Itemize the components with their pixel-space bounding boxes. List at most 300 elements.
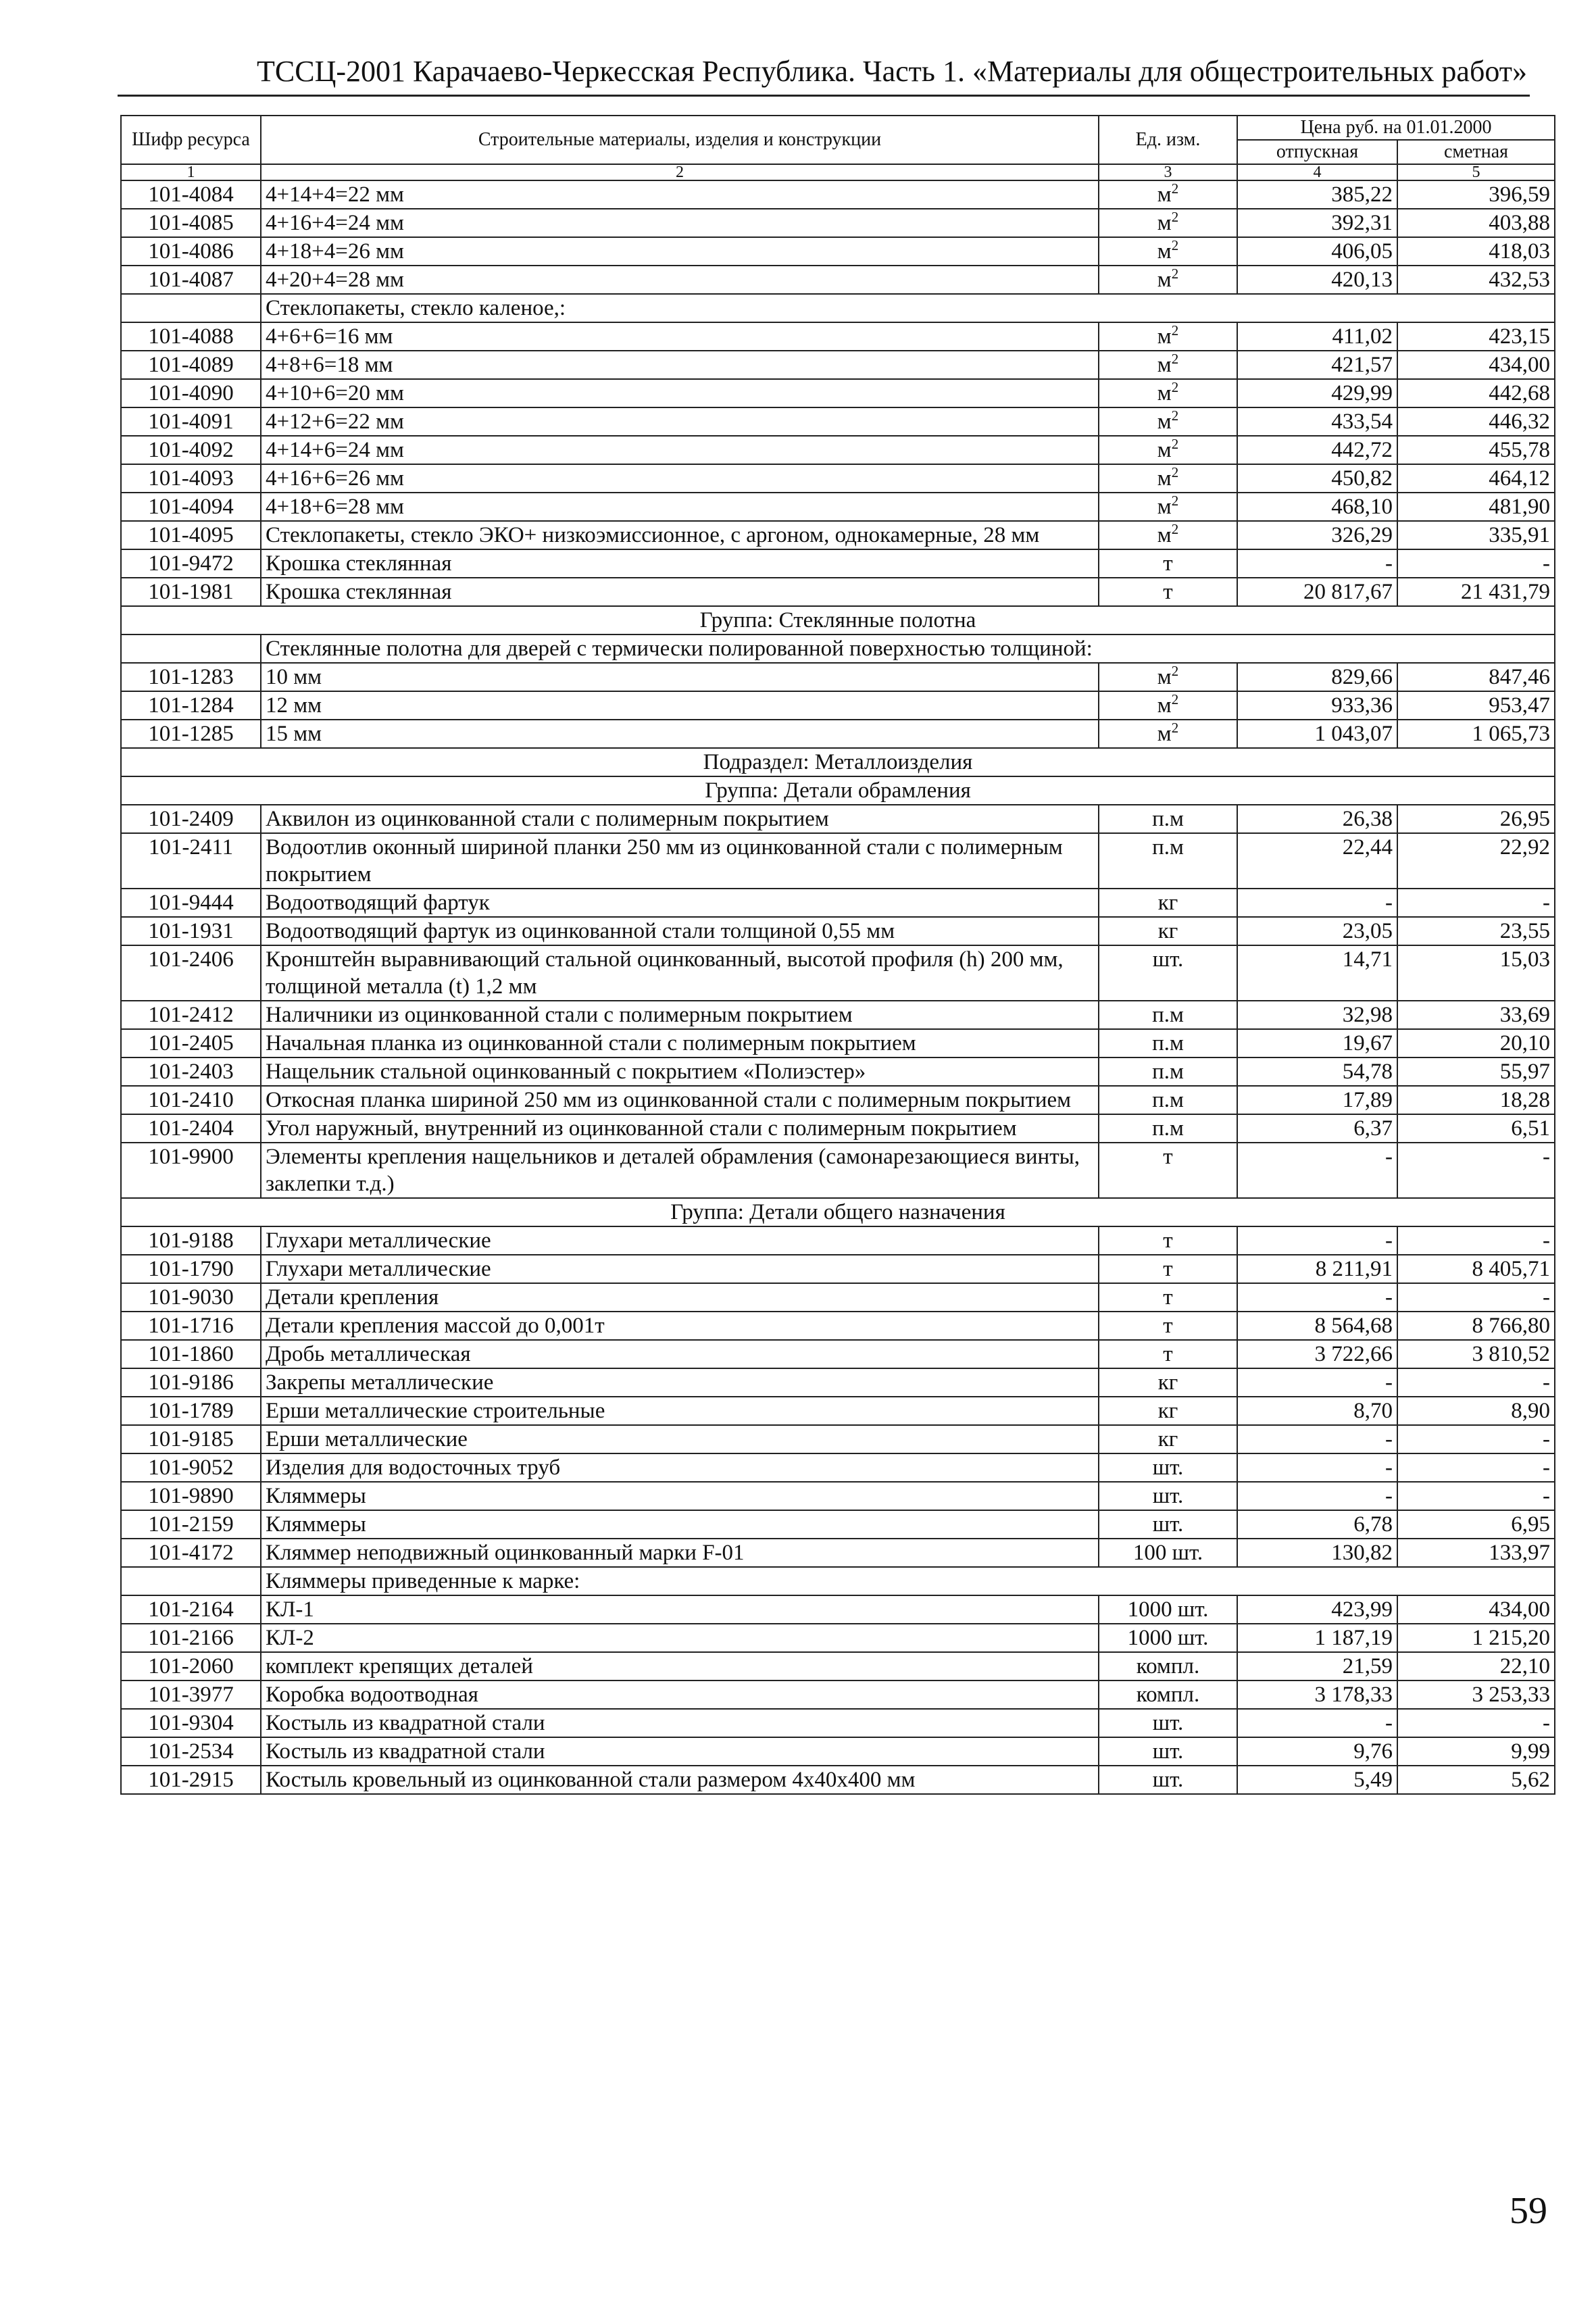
material-name: Дробь металлическая <box>261 1340 1099 1368</box>
resource-code: 101-9185 <box>121 1425 261 1453</box>
resource-code: 101-9900 <box>121 1143 261 1198</box>
material-name: Начальная планка из оцинкованной стали с полимерным покрытием <box>261 1029 1099 1057</box>
unit-text: кг <box>1157 1399 1178 1423</box>
group-heading: Группа: Детали общего назначения <box>121 1198 1555 1226</box>
unit-text: 100 шт. <box>1132 1541 1203 1565</box>
unit-text: м <box>1157 438 1172 462</box>
resource-code: 101-2060 <box>121 1652 261 1681</box>
unit-cell <box>1099 1057 1237 1086</box>
resource-code: 101-2534 <box>121 1737 261 1766</box>
table-row <box>121 379 1555 407</box>
col-code-header: Шифр ресурса <box>121 116 261 164</box>
material-name: комплект крепящих деталей <box>261 1652 1099 1681</box>
col-number: 5 <box>1397 164 1555 180</box>
wholesale-price: - <box>1237 1709 1397 1737</box>
material-name: Откосная планка шириной 250 мм из оцинкованной стали с полимерным покрытием <box>261 1086 1099 1114</box>
unit-text: м <box>1157 182 1172 207</box>
unit-text: м <box>1157 324 1172 349</box>
unit-text: 1000 шт. <box>1127 1597 1209 1622</box>
unit-exponent: 2 <box>1171 266 1179 282</box>
estimate-price: 1 065,73 <box>1397 720 1555 748</box>
col-number: 3 <box>1099 164 1237 180</box>
wholesale-price: 442,72 <box>1237 436 1397 464</box>
estimate-price: 8,90 <box>1397 1397 1555 1425</box>
wholesale-price: - <box>1237 1226 1397 1255</box>
estimate-price: 15,03 <box>1397 945 1555 1001</box>
col-number: 1 <box>121 164 261 180</box>
wholesale-price: 32,98 <box>1237 1001 1397 1029</box>
material-name: 15 мм <box>261 720 1099 748</box>
unit-cell <box>1099 578 1237 606</box>
resource-code: 101-2411 <box>121 833 261 889</box>
table-row <box>121 1595 1555 1624</box>
resource-code: 101-2166 <box>121 1624 261 1652</box>
unit-text: компл. <box>1136 1654 1200 1678</box>
material-name: Угол наружный, внутренний из оцинкованной стали с полимерным покрытием <box>261 1114 1099 1143</box>
unit-text: кг <box>1157 1427 1178 1451</box>
unit-text: т <box>1163 1228 1173 1253</box>
unit-text: кг <box>1157 891 1178 915</box>
material-name: Кронштейн выравнивающий стальной оцинкованный, высотой профиля (h) 200 мм, толщиной металла (t) 1,2 мм <box>261 945 1099 1001</box>
material-name: Глухари металлические <box>261 1255 1099 1283</box>
wholesale-price: 420,13 <box>1237 266 1397 294</box>
unit-text: м <box>1157 722 1172 746</box>
estimate-price: 22,10 <box>1397 1652 1555 1681</box>
unit-cell <box>1099 805 1237 833</box>
material-name: Ерши металлические <box>261 1425 1099 1453</box>
estimate-price: - <box>1397 1226 1555 1255</box>
resource-code: 101-3977 <box>121 1681 261 1709</box>
table-row <box>121 578 1555 606</box>
table-row <box>121 889 1555 917</box>
table-row <box>121 1114 1555 1143</box>
resource-code: 101-4086 <box>121 237 261 266</box>
material-name: Водоотлив оконный шириной планки 250 мм из оцинкованной стали с полимерным покрытием <box>261 833 1099 889</box>
estimate-price: 446,32 <box>1397 407 1555 436</box>
unit-cell <box>1099 1681 1237 1709</box>
unit-cell <box>1099 322 1237 351</box>
unit-cell <box>1099 549 1237 578</box>
unit-exponent: 2 <box>1171 663 1179 679</box>
unit-text: м <box>1157 353 1172 377</box>
table-row <box>121 464 1555 493</box>
wholesale-price: 23,05 <box>1237 917 1397 945</box>
resource-code: 101-9472 <box>121 549 261 578</box>
wholesale-price: - <box>1237 1425 1397 1453</box>
estimate-price: 8 766,80 <box>1397 1312 1555 1340</box>
empty-cell <box>121 294 261 322</box>
wholesale-price: 326,29 <box>1237 521 1397 549</box>
unit-exponent: 2 <box>1171 180 1179 197</box>
resource-code: 101-4091 <box>121 407 261 436</box>
estimate-price: - <box>1397 1482 1555 1510</box>
estimate-price: 434,00 <box>1397 1595 1555 1624</box>
table-row <box>121 1737 1555 1766</box>
unit-cell <box>1099 833 1237 889</box>
table-row <box>121 1226 1555 1255</box>
wholesale-price: - <box>1237 1482 1397 1510</box>
resource-code: 101-2406 <box>121 945 261 1001</box>
estimate-price: 20,10 <box>1397 1029 1555 1057</box>
table-row <box>121 436 1555 464</box>
table-row <box>121 1709 1555 1737</box>
estimate-price: 3 253,33 <box>1397 1681 1555 1709</box>
wholesale-price: - <box>1237 1283 1397 1312</box>
resource-code: 101-2159 <box>121 1510 261 1539</box>
unit-text: т <box>1163 551 1173 576</box>
table-row <box>121 1453 1555 1482</box>
estimate-price: 335,91 <box>1397 521 1555 549</box>
table-row <box>121 1652 1555 1681</box>
unit-cell <box>1099 1397 1237 1425</box>
unit-text: м <box>1157 409 1172 434</box>
resource-code: 101-4088 <box>121 322 261 351</box>
resource-code: 101-4092 <box>121 436 261 464</box>
unit-text: п.м <box>1152 1003 1184 1027</box>
unit-cell <box>1099 407 1237 436</box>
wholesale-price: 20 817,67 <box>1237 578 1397 606</box>
material-name: Кляммер неподвижный оцинкованный марки F-01 <box>261 1539 1099 1567</box>
unit-text: т <box>1163 1257 1173 1281</box>
resource-code: 101-9188 <box>121 1226 261 1255</box>
unit-exponent: 2 <box>1171 691 1179 707</box>
wholesale-price: 6,78 <box>1237 1510 1397 1539</box>
unit-text: т <box>1163 1285 1173 1310</box>
resource-code: 101-1931 <box>121 917 261 945</box>
unit-text: м <box>1157 523 1172 547</box>
unit-cell <box>1099 1709 1237 1737</box>
material-name: 12 мм <box>261 691 1099 720</box>
wholesale-price: 829,66 <box>1237 663 1397 691</box>
material-name: Коробка водоотводная <box>261 1681 1099 1709</box>
estimate-price: 464,12 <box>1397 464 1555 493</box>
wholesale-price: 9,76 <box>1237 1737 1397 1766</box>
material-name: 4+18+6=28 мм <box>261 493 1099 521</box>
table-row <box>121 1397 1555 1425</box>
wholesale-price: - <box>1237 1143 1397 1198</box>
table-row <box>121 209 1555 237</box>
table-row <box>121 1510 1555 1539</box>
unit-exponent: 2 <box>1171 209 1179 225</box>
unit-cell <box>1099 1510 1237 1539</box>
wholesale-price: - <box>1237 1368 1397 1397</box>
col-number: 2 <box>261 164 1099 180</box>
wholesale-price: 8 211,91 <box>1237 1255 1397 1283</box>
table-row <box>121 917 1555 945</box>
unit-cell <box>1099 1624 1237 1652</box>
resource-code: 101-1789 <box>121 1397 261 1425</box>
estimate-price: 403,88 <box>1397 209 1555 237</box>
estimate-price: 434,00 <box>1397 351 1555 379</box>
table-row <box>121 1086 1555 1114</box>
estimate-price: - <box>1397 1425 1555 1453</box>
header-rule <box>118 95 1530 97</box>
material-name: Детали крепления массой до 0,001т <box>261 1312 1099 1340</box>
unit-cell <box>1099 1086 1237 1114</box>
caption-text: Стеклянные полотна для дверей с термически полированной поверхностью толщиной: <box>261 634 1555 663</box>
table-row <box>121 1255 1555 1283</box>
resource-code: 101-4084 <box>121 180 261 209</box>
resource-code: 101-1860 <box>121 1340 261 1368</box>
unit-cell <box>1099 1652 1237 1681</box>
estimate-price: 18,28 <box>1397 1086 1555 1114</box>
resource-code: 101-2915 <box>121 1766 261 1794</box>
estimate-price: - <box>1397 549 1555 578</box>
col-unit-header: Ед. изм. <box>1099 116 1237 164</box>
empty-cell <box>121 1567 261 1595</box>
unit-text: м <box>1157 239 1172 264</box>
estimate-price: 953,47 <box>1397 691 1555 720</box>
material-name: Изделия для водосточных труб <box>261 1453 1099 1482</box>
resource-code: 101-1790 <box>121 1255 261 1283</box>
unit-cell <box>1099 379 1237 407</box>
material-name: Стеклопакеты, стекло ЭКО+ низкоэмиссионное, с аргоном, однокамерные, 28 мм <box>261 521 1099 549</box>
material-name: Водоотводящий фартук из оцинкованной стали толщиной 0,55 мм <box>261 917 1099 945</box>
table-row <box>121 945 1555 1001</box>
table-row <box>121 521 1555 549</box>
estimate-price: 133,97 <box>1397 1539 1555 1567</box>
wholesale-price: 3 178,33 <box>1237 1681 1397 1709</box>
material-name: Аквилон из оцинкованной стали с полимерным покрытием <box>261 805 1099 833</box>
material-name: Кляммеры <box>261 1482 1099 1510</box>
table-row <box>121 180 1555 209</box>
table-row <box>121 663 1555 691</box>
material-name: Костыль из квадратной стали <box>261 1709 1099 1737</box>
unit-text: шт. <box>1152 1711 1184 1735</box>
table-row <box>121 805 1555 833</box>
estimate-price: 423,15 <box>1397 322 1555 351</box>
unit-text: м <box>1157 693 1172 718</box>
unit-cell <box>1099 1482 1237 1510</box>
material-name: КЛ-1 <box>261 1595 1099 1624</box>
resource-code: 101-9030 <box>121 1283 261 1312</box>
material-name: Костыль из квадратной стали <box>261 1737 1099 1766</box>
table-row <box>121 1143 1555 1198</box>
unit-exponent: 2 <box>1171 436 1179 452</box>
resource-code: 101-1284 <box>121 691 261 720</box>
table-row <box>121 1539 1555 1567</box>
unit-exponent: 2 <box>1171 407 1179 424</box>
material-name: КЛ-2 <box>261 1624 1099 1652</box>
unit-cell <box>1099 209 1237 237</box>
resource-code: 101-2412 <box>121 1001 261 1029</box>
resource-code: 101-9890 <box>121 1482 261 1510</box>
estimate-price: 55,97 <box>1397 1057 1555 1086</box>
unit-text: п.м <box>1152 835 1184 860</box>
material-name: Кляммеры <box>261 1510 1099 1539</box>
col-price-header: Цена руб. на 01.01.2000 <box>1237 116 1555 140</box>
section-heading-row <box>121 748 1555 776</box>
unit-text: т <box>1163 580 1173 604</box>
material-name: 4+14+6=24 мм <box>261 436 1099 464</box>
estimate-price: - <box>1397 1453 1555 1482</box>
col-name-header: Строительные материалы, изделия и конструкции <box>261 116 1099 164</box>
col-wholesale-header: отпускная <box>1237 140 1397 164</box>
unit-cell <box>1099 720 1237 748</box>
unit-text: м <box>1157 495 1172 519</box>
group-heading-row <box>121 606 1555 634</box>
table-row <box>121 1283 1555 1312</box>
material-name: Элементы крепления нащельников и деталей обрамления (самонарезающиеся винты, заклепки т.д.) <box>261 1143 1099 1198</box>
wholesale-price: 423,99 <box>1237 1595 1397 1624</box>
unit-exponent: 2 <box>1171 464 1179 480</box>
wholesale-price: - <box>1237 889 1397 917</box>
unit-text: шт. <box>1152 1512 1184 1537</box>
estimate-price: 6,51 <box>1397 1114 1555 1143</box>
unit-cell <box>1099 1425 1237 1453</box>
unit-cell <box>1099 691 1237 720</box>
unit-cell <box>1099 917 1237 945</box>
estimate-price: 418,03 <box>1397 237 1555 266</box>
unit-cell <box>1099 1114 1237 1143</box>
estimate-price: - <box>1397 1368 1555 1397</box>
estimate-price: 22,92 <box>1397 833 1555 889</box>
material-name: 4+8+6=18 мм <box>261 351 1099 379</box>
unit-text: м <box>1157 211 1172 235</box>
material-name: 4+10+6=20 мм <box>261 379 1099 407</box>
wholesale-price: 130,82 <box>1237 1539 1397 1567</box>
table-row <box>121 1001 1555 1029</box>
section-heading: Подраздел: Металлоизделия <box>121 748 1555 776</box>
unit-text: т <box>1163 1314 1173 1338</box>
caption-text: Кляммеры приведенные к марке: <box>261 1567 1555 1595</box>
wholesale-price: 450,82 <box>1237 464 1397 493</box>
resource-code: 101-9052 <box>121 1453 261 1482</box>
resource-code: 101-4172 <box>121 1539 261 1567</box>
estimate-price: - <box>1397 1709 1555 1737</box>
resource-code: 101-2403 <box>121 1057 261 1086</box>
unit-cell <box>1099 1001 1237 1029</box>
unit-cell <box>1099 237 1237 266</box>
empty-cell <box>121 634 261 663</box>
resource-code: 101-9304 <box>121 1709 261 1737</box>
unit-cell <box>1099 180 1237 209</box>
col-estimate-header: сметная <box>1397 140 1555 164</box>
unit-exponent: 2 <box>1171 521 1179 537</box>
estimate-price: 6,95 <box>1397 1510 1555 1539</box>
estimate-price: 847,46 <box>1397 663 1555 691</box>
group-heading-row <box>121 1198 1555 1226</box>
wholesale-price: 421,57 <box>1237 351 1397 379</box>
table-row <box>121 549 1555 578</box>
wholesale-price: 429,99 <box>1237 379 1397 407</box>
wholesale-price: 17,89 <box>1237 1086 1397 1114</box>
estimate-price: - <box>1397 889 1555 917</box>
material-name: 4+12+6=22 мм <box>261 407 1099 436</box>
table-row <box>121 1425 1555 1453</box>
unit-text: м <box>1157 665 1172 689</box>
wholesale-price: 392,31 <box>1237 209 1397 237</box>
unit-cell <box>1099 1226 1237 1255</box>
wholesale-price: 5,49 <box>1237 1766 1397 1794</box>
table-row <box>121 493 1555 521</box>
resource-code: 101-4085 <box>121 209 261 237</box>
unit-cell <box>1099 436 1237 464</box>
unit-cell <box>1099 1595 1237 1624</box>
material-name: Глухари металлические <box>261 1226 1099 1255</box>
wholesale-price: 406,05 <box>1237 237 1397 266</box>
estimate-price: 442,68 <box>1397 379 1555 407</box>
material-name: 4+18+4=26 мм <box>261 237 1099 266</box>
unit-cell <box>1099 1255 1237 1283</box>
table-row <box>121 1057 1555 1086</box>
table-row <box>121 237 1555 266</box>
unit-text: шт. <box>1152 1455 1184 1480</box>
resource-code: 101-2409 <box>121 805 261 833</box>
unit-text: шт. <box>1152 947 1184 972</box>
material-name: Костыль кровельный из оцинкованной стали размером 4х40х400 мм <box>261 1766 1099 1794</box>
estimate-price: - <box>1397 1283 1555 1312</box>
material-name: Ерши металлические строительные <box>261 1397 1099 1425</box>
unit-cell <box>1099 1312 1237 1340</box>
unit-text: шт. <box>1152 1739 1184 1764</box>
unit-text: 1000 шт. <box>1127 1626 1209 1650</box>
wholesale-price: 22,44 <box>1237 833 1397 889</box>
page-number: 59 <box>1510 2190 1547 2232</box>
wholesale-price: 8 564,68 <box>1237 1312 1397 1340</box>
material-name: Наличники из оцинкованной стали с полимерным покрытием <box>261 1001 1099 1029</box>
resource-code: 101-9186 <box>121 1368 261 1397</box>
resource-code: 101-4094 <box>121 493 261 521</box>
resource-code: 101-1981 <box>121 578 261 606</box>
table-row <box>121 833 1555 889</box>
resource-code: 101-2164 <box>121 1595 261 1624</box>
estimate-price: 3 810,52 <box>1397 1340 1555 1368</box>
material-name: 4+16+4=24 мм <box>261 209 1099 237</box>
resource-code: 101-1716 <box>121 1312 261 1340</box>
wholesale-price: - <box>1237 549 1397 578</box>
wholesale-price: 1 043,07 <box>1237 720 1397 748</box>
estimate-price: 432,53 <box>1397 266 1555 294</box>
unit-cell <box>1099 663 1237 691</box>
unit-text: п.м <box>1152 1060 1184 1084</box>
unit-text: т <box>1163 1342 1173 1366</box>
table-row <box>121 1766 1555 1794</box>
estimate-price: 26,95 <box>1397 805 1555 833</box>
table-row <box>121 1340 1555 1368</box>
estimate-price: 21 431,79 <box>1397 578 1555 606</box>
unit-text: п.м <box>1152 807 1184 831</box>
unit-text: м <box>1157 268 1172 292</box>
caption-row <box>121 634 1555 663</box>
unit-text: шт. <box>1152 1484 1184 1508</box>
unit-text: компл. <box>1136 1683 1200 1707</box>
unit-text: кг <box>1157 919 1178 943</box>
resource-code: 101-4095 <box>121 521 261 549</box>
wholesale-price: 933,36 <box>1237 691 1397 720</box>
material-name: 4+20+4=28 мм <box>261 266 1099 294</box>
table-row <box>121 691 1555 720</box>
unit-text: п.м <box>1152 1116 1184 1141</box>
material-name: Закрепы металлические <box>261 1368 1099 1397</box>
unit-exponent: 2 <box>1171 379 1179 395</box>
unit-cell <box>1099 1143 1237 1198</box>
resource-code: 101-2405 <box>121 1029 261 1057</box>
wholesale-price: 14,71 <box>1237 945 1397 1001</box>
estimate-price: 396,59 <box>1397 180 1555 209</box>
unit-cell <box>1099 1340 1237 1368</box>
resource-code: 101-2410 <box>121 1086 261 1114</box>
resource-code: 101-4089 <box>121 351 261 379</box>
group-heading: Группа: Детали обрамления <box>121 776 1555 805</box>
col-number: 4 <box>1237 164 1397 180</box>
unit-cell <box>1099 351 1237 379</box>
caption-row <box>121 294 1555 322</box>
unit-cell <box>1099 1283 1237 1312</box>
estimate-price: 1 215,20 <box>1397 1624 1555 1652</box>
wholesale-price: 26,38 <box>1237 805 1397 833</box>
wholesale-price: 6,37 <box>1237 1114 1397 1143</box>
